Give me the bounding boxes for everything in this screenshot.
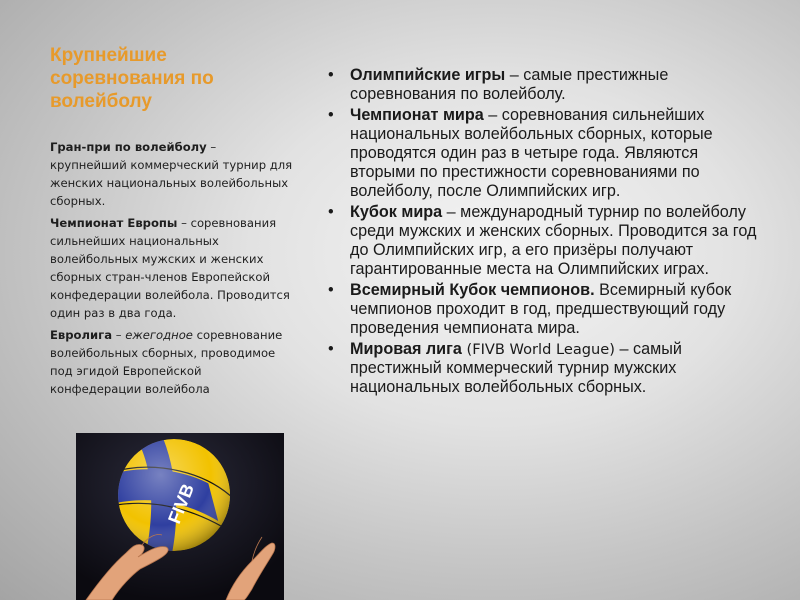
grand-champions-cup-description: Всемирный кубок чемпионов проходит в год, предшествующий году проведения чемпионата мира.: [350, 281, 732, 337]
grand-champions-cup-term: Всемирный Кубок чемпионов.: [350, 281, 595, 299]
world-league-description: – самый престижный коммерческий турнир мужских национальных волейбольных сборных.: [350, 340, 682, 396]
bullet-icon: •: [328, 106, 334, 124]
euroleague-term: Евролига: [50, 328, 113, 342]
bullet-icon: •: [328, 340, 334, 358]
left-text-column: [50, 138, 296, 402]
grand-prix-term: Гран-при по волейболу: [50, 140, 207, 154]
euro-championship-description: – соревнования сильнейших национальных волейбольных мужских и женских сборных стран-членов Европейской конфедерации волейбола. Проводится один раз в два года.: [50, 216, 290, 320]
list-item-world-league: [326, 340, 766, 397]
list-item-grand-champions-cup: [326, 281, 766, 338]
bullet-icon: •: [328, 281, 334, 299]
euro-championship-paragraph: [50, 214, 296, 322]
world-league-english-name: (FIVB World League): [461, 341, 615, 358]
bullet-icon: •: [328, 66, 334, 84]
list-item-world-championship: [326, 106, 766, 201]
world-league-term: Мировая лига: [350, 340, 462, 358]
right-text-column: [326, 66, 766, 399]
world-championship-term: Чемпионат мира: [350, 106, 484, 124]
volleyball-photo: [76, 433, 284, 600]
slide-title: Крупнейшие соревнования по волейболу: [50, 45, 214, 112]
grand-prix-description: – крупнейший коммерческий турнир для женских национальных волейбольных сборных.: [50, 140, 293, 208]
world-cup-description: – международный турнир по волейболу среди мужских и женских сборных. Проводится за год до Олимпийских игр, а его призёры получают гарантированные места на Олимпийских играх.: [350, 203, 757, 278]
euroleague-description: соревнование волейбольных сборных, проводимое под эгидой Европейской конфедерации волейбола: [50, 328, 283, 396]
world-championship-description: – соревнования сильнейших национальных волейбольных сборных, которые проводятся один раз в четыре года. Являются вторыми по престижности соревнованиями по волейболу, после Олимпийских игр.: [350, 106, 713, 200]
world-cup-term: Кубок мира: [350, 203, 443, 221]
grand-prix-paragraph: [50, 138, 296, 210]
bullet-icon: •: [328, 203, 334, 221]
euro-championship-term: Чемпионат Европы: [50, 216, 178, 230]
euroleague-paragraph: [50, 326, 296, 398]
list-item-world-cup: [326, 203, 766, 279]
olympics-description: – самые престижные соревнования по волейболу.: [350, 66, 669, 103]
euroleague-italic-text: – ежегодное: [112, 328, 193, 342]
competitions-list: [326, 66, 766, 397]
olympics-term: Олимпийские игры: [350, 66, 506, 84]
list-item-olympics: [326, 66, 766, 104]
